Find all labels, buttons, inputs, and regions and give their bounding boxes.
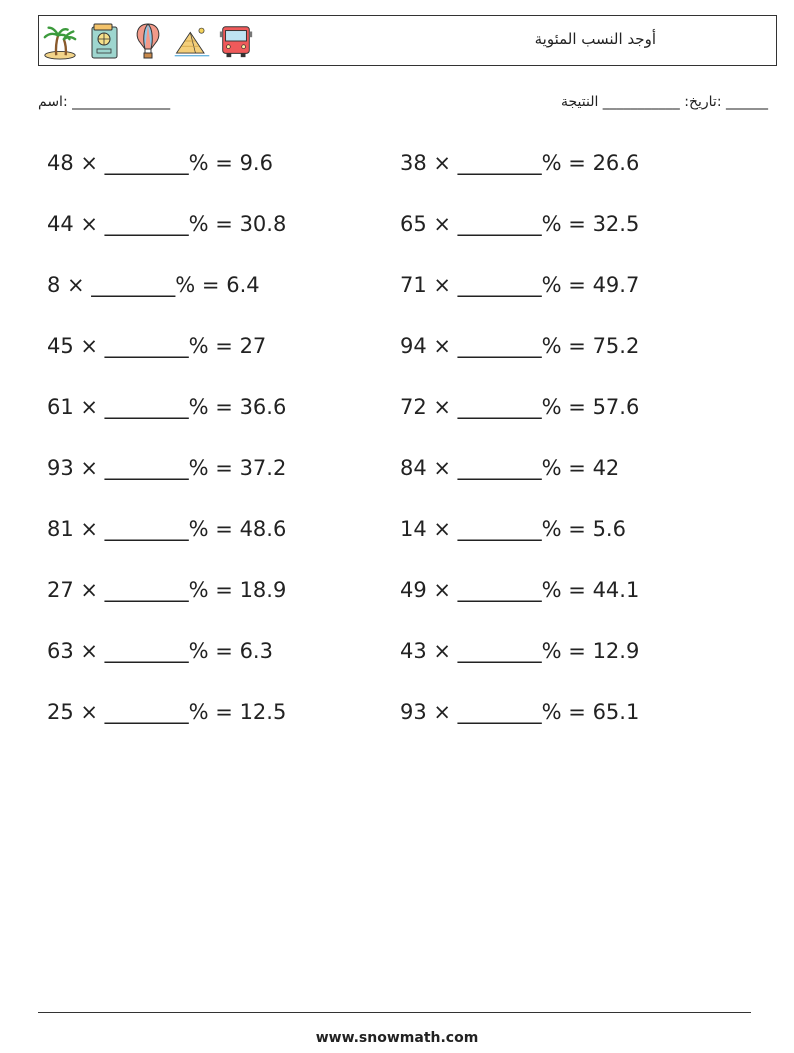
problem-right-1: 38 × ________% = 26.6: [400, 151, 640, 175]
problem-right-6: 84 × ________% = 42: [400, 456, 620, 480]
problem-left-7: 81 × ________% = 48.6: [47, 517, 287, 541]
problem-right-4: 94 × ________% = 75.2: [400, 334, 640, 358]
date-score-line: ______ :تاريخ: ___________ النتيجة: [560, 94, 768, 110]
worksheet-title: أوجد النسب المئوية: [534, 30, 656, 48]
problem-right-3: 71 × ________% = 49.7: [400, 273, 640, 297]
header-icons: [41, 19, 255, 63]
problem-right-7: 14 × ________% = 5.6: [400, 517, 626, 541]
problem-right-8: 49 × ________% = 44.1: [400, 578, 640, 602]
pyramid-icon: [173, 19, 211, 63]
name-line: ______________ :اسم: [38, 94, 171, 110]
passport-icon: [85, 19, 123, 63]
footer-divider: [38, 1012, 751, 1013]
problem-right-10: 93 × ________% = 65.1: [400, 700, 640, 724]
problem-left-9: 63 × ________% = 6.3: [47, 639, 273, 663]
problem-left-2: 44 × ________% = 30.8: [47, 212, 287, 236]
problem-left-8: 27 × ________% = 18.9: [47, 578, 287, 602]
hot-air-balloon-icon: [129, 19, 167, 63]
problem-left-3: 8 × ________% = 6.4: [47, 273, 260, 297]
problem-right-5: 72 × ________% = 57.6: [400, 395, 640, 419]
header-box: [38, 15, 777, 66]
problem-right-2: 65 × ________% = 32.5: [400, 212, 640, 236]
problem-left-1: 48 × ________% = 9.6: [47, 151, 273, 175]
footer-url: www.snowmath.com: [315, 1030, 479, 1046]
problem-left-5: 61 × ________% = 36.6: [47, 395, 287, 419]
problem-right-9: 43 × ________% = 12.9: [400, 639, 640, 663]
problem-left-4: 45 × ________% = 27: [47, 334, 267, 358]
palm-island-icon: [41, 19, 79, 63]
problem-left-6: 93 × ________% = 37.2: [47, 456, 287, 480]
problem-left-10: 25 × ________% = 12.5: [47, 700, 287, 724]
bus-icon: [217, 19, 255, 63]
